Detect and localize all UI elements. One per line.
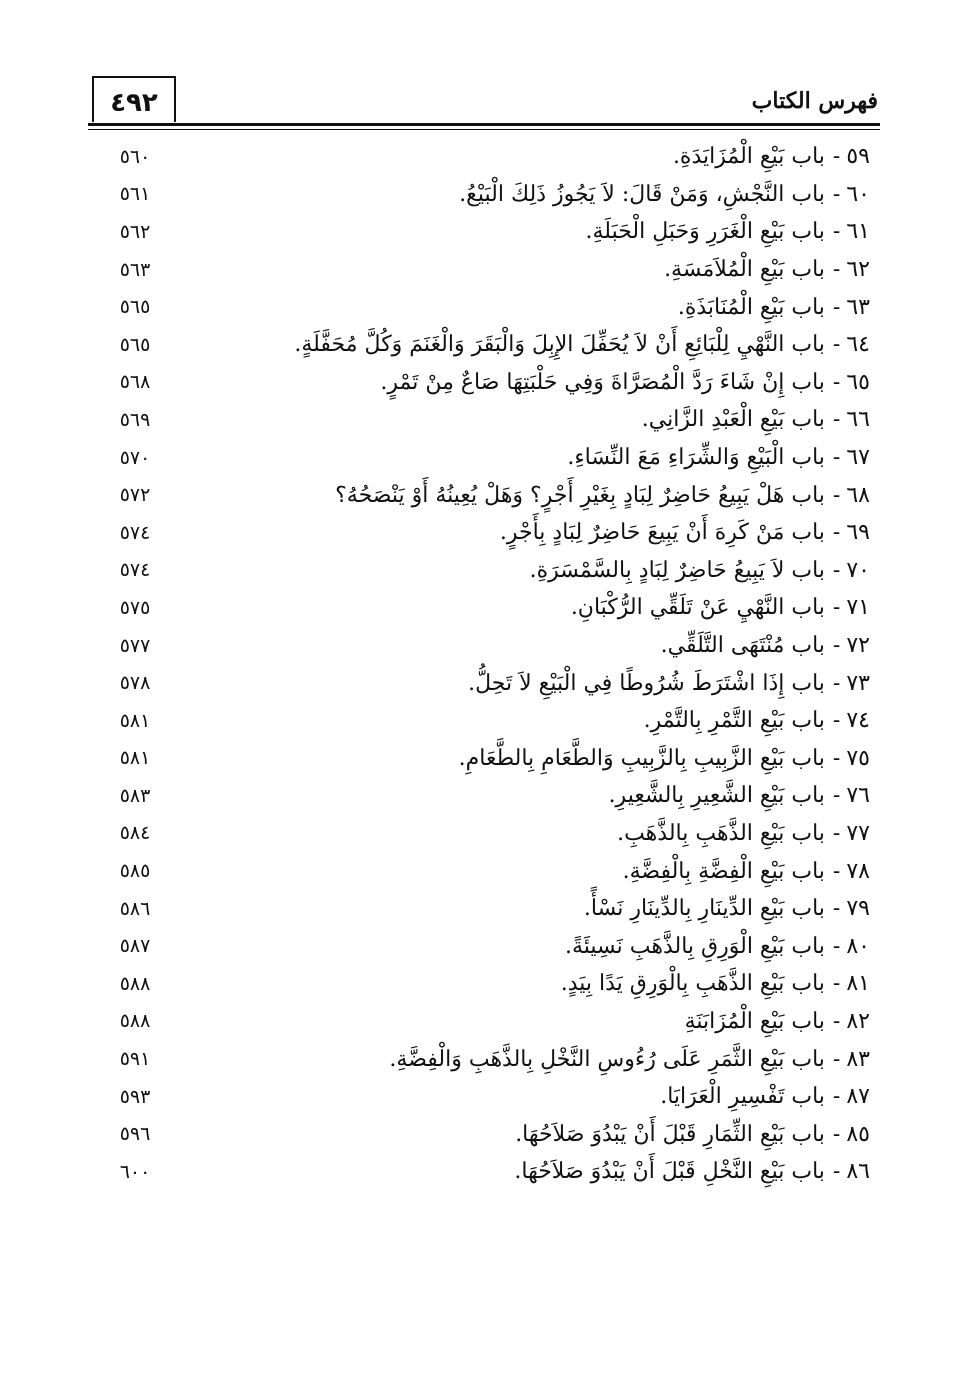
header-rule-thin	[88, 129, 880, 130]
entry-dash: -	[832, 783, 841, 809]
entry-title: باب النَّهْيِ عَنْ تَلَقِّي الرُّكْبَانِ.	[570, 595, 825, 621]
index-entry	[294, 332, 876, 357]
index-entry	[335, 483, 876, 508]
entry-dash: -	[832, 482, 841, 508]
entry-title: باب الْبَيْعِ وَالشِّرَاءِ مَعَ النِّسَاءِ.	[567, 445, 825, 471]
entry-dash: -	[832, 670, 841, 696]
entry-title: باب بَيْعِ الْمُزَايَدَةِ.	[672, 144, 825, 170]
index-row	[100, 589, 876, 627]
entry-title: باب مَنْ كَرِهَ أَنْ يَبِيعَ حَاضِرٌ لِبَادٍ بِأَجْرٍ.	[499, 520, 825, 546]
index-row	[100, 852, 876, 890]
entry-number: ٧٤	[846, 708, 870, 734]
entry-dash: -	[832, 1121, 841, 1147]
entry-dash: -	[832, 520, 841, 546]
entry-dash: -	[832, 858, 841, 884]
entry-dash: -	[832, 896, 841, 922]
index-entry	[642, 407, 876, 432]
entry-page-number: ٥٨٧	[119, 935, 151, 958]
index-row	[100, 1003, 876, 1041]
index-entry	[617, 821, 876, 846]
index-entry	[609, 783, 876, 808]
index-row	[100, 326, 876, 364]
entry-number: ٦١	[846, 219, 870, 245]
entry-title: باب بَيْعِ الدِّينَارِ بِالدِّينَارِ نَسْأً.	[583, 896, 825, 922]
entry-number: ٨٢	[846, 1008, 870, 1034]
entry-title: باب بَيْعِ الْمُلاَمَسَةِ.	[664, 257, 825, 283]
index-entry	[660, 1084, 876, 1109]
entry-page-number: ٥٨٥	[119, 860, 151, 883]
index-row	[100, 664, 876, 702]
entry-dash: -	[832, 557, 841, 583]
entry-number: ٥٩	[846, 144, 870, 170]
entry-number: ٨٧	[846, 1084, 870, 1110]
index-row	[100, 514, 876, 552]
running-title: فهرس الكتاب	[751, 88, 878, 114]
entry-number: ٦٩	[846, 520, 870, 546]
index-entry	[514, 1159, 876, 1184]
entry-number: ٧٠	[846, 557, 870, 583]
entry-dash: -	[832, 1008, 841, 1034]
index-entry	[644, 708, 876, 733]
entry-title: باب بَيْعِ الثَّمَرِ عَلَى رُءُوسِ النَّخْلِ بِالذَّهَبِ وَالْفِضَّةِ.	[389, 1046, 825, 1072]
entry-dash: -	[832, 257, 841, 283]
index-row	[100, 1040, 876, 1078]
index-entry	[515, 1122, 876, 1147]
index-entry	[561, 971, 876, 996]
index-row	[100, 1153, 876, 1191]
index-entry	[459, 746, 876, 771]
entry-dash: -	[832, 820, 841, 846]
index-row	[100, 552, 876, 590]
entry-page-number: ٥٧٥	[119, 596, 151, 619]
entry-number: ٧٨	[846, 858, 870, 884]
index-entry	[500, 520, 876, 545]
entry-page-number: ٥٦٣	[119, 258, 151, 281]
entry-title: باب هَلْ يَبِيعُ حَاضِرٌ لِبَادٍ بِغَيْرِ أَجْرٍ؟ وَهَلْ يُعِينُهُ أَوْ يَنْصَحُهُ؟	[335, 482, 825, 508]
entry-dash: -	[832, 144, 841, 170]
page-number-box	[92, 76, 176, 122]
index-row	[100, 476, 876, 514]
entry-title: باب بَيْعِ الذَّهَبِ بِالذَّهَبِ.	[617, 820, 825, 846]
entry-page-number: ٥٨١	[119, 709, 151, 732]
entry-page-number: ٥٦٨	[119, 371, 151, 394]
index-row	[100, 890, 876, 928]
entry-title: باب بَيْعِ الْمُزَابَنَةِ	[684, 1008, 825, 1034]
index-entry	[678, 295, 876, 320]
index-entry	[380, 370, 876, 395]
page-header	[88, 74, 880, 124]
entry-page-number: ٥٧٨	[119, 672, 151, 695]
entry-page-number: ٥٧٠	[119, 446, 151, 469]
index-entry	[459, 182, 876, 207]
entry-number: ٨٦	[846, 1159, 870, 1185]
index-entry	[468, 671, 876, 696]
entry-number: ٧٧	[846, 820, 870, 846]
entry-page-number: ٥٨٨	[119, 972, 151, 995]
index-entry	[623, 859, 876, 884]
index-row	[100, 251, 876, 289]
index-entry	[571, 595, 876, 620]
entry-page-number: ٥٩٣	[119, 1085, 151, 1108]
index-row	[100, 702, 876, 740]
entry-dash: -	[832, 745, 841, 771]
entry-dash: -	[832, 933, 841, 959]
entry-number: ٦٢	[846, 257, 870, 283]
entry-title: باب النَّهْيِ لِلْبَائِعِ أَنْ لاَ يُحَفِّلَ الإِبِلَ وَالْبَقَرَ وَالْغَنَمَ وَكُلَّ مُحَفَّلَةٍ.	[294, 332, 825, 358]
entry-number: ٦٣	[846, 294, 870, 320]
entry-page-number: ٥٩٦	[119, 1123, 151, 1146]
entry-dash: -	[832, 445, 841, 471]
index-entry	[664, 257, 876, 282]
entry-dash: -	[832, 708, 841, 734]
entry-title: باب بَيْعِ الْغَرَرِ وَحَبَلِ الْحَبَلَةِ.	[585, 219, 825, 245]
index-entry	[685, 1009, 876, 1034]
entry-title: باب بَيْعِ الْفِضَّةِ بِالْفِضَّةِ.	[622, 858, 825, 884]
entry-number: ٧٣	[846, 670, 870, 696]
entry-title: باب بَيْعِ الْعَبْدِ الزَّانِي.	[641, 407, 825, 433]
entry-dash: -	[832, 369, 841, 395]
entry-dash: -	[832, 1046, 841, 1072]
entry-title: باب بَيْعِ التَّمْرِ بِالتَّمْرِ.	[643, 708, 825, 734]
entry-page-number: ٥٦٠	[119, 145, 151, 168]
entry-title: باب لاَ يَبِيعُ حَاضِرٌ لِبَادٍ بِالسَّمْسَرَةِ.	[529, 557, 825, 583]
entry-page-number: ٥٨٤	[119, 822, 151, 845]
index-row	[100, 740, 876, 778]
entry-page-number: ٥٧٧	[119, 634, 151, 657]
entry-title: باب النَّجْشِ، وَمَنْ قَالَ: لاَ يَجُوزُ ذَلِكَ الْبَيْعُ.	[459, 181, 825, 207]
entry-number: ٨٥	[846, 1121, 870, 1147]
entry-number: ٧٩	[846, 896, 870, 922]
index-row	[100, 439, 876, 477]
entry-number: ٦٤	[846, 332, 870, 358]
index-entry	[567, 445, 876, 470]
entry-title: باب إِذَا اشْتَرَطَ شُرُوطًا فِي الْبَيْعِ لاَ تَحِلُّ.	[468, 670, 825, 696]
entry-dash: -	[832, 633, 841, 659]
index-entry	[530, 558, 876, 583]
index-entry	[673, 144, 876, 169]
entry-title: باب تَفْسِيرِ الْعَرَايَا.	[660, 1084, 825, 1110]
entry-number: ٦٥	[846, 369, 870, 395]
entry-title: باب بَيْعِ الثِّمَارِ قَبْلَ أَنْ يَبْدُوَ صَلاَحُهَا.	[515, 1121, 825, 1147]
entry-page-number: ٥٦١	[119, 183, 151, 206]
entry-page-number: ٦٠٠	[119, 1160, 151, 1183]
index-row	[100, 1078, 876, 1116]
index-entry	[661, 633, 876, 658]
entry-page-number: ٥٧٤	[119, 559, 151, 582]
index-row	[100, 138, 876, 176]
index-row	[100, 1115, 876, 1153]
entry-title: باب بَيْعِ الذَّهَبِ بِالْوَرِقِ يَدًا بِيَدٍ.	[560, 971, 825, 997]
entry-number: ٦٦	[846, 407, 870, 433]
index-row	[100, 213, 876, 251]
entry-dash: -	[832, 332, 841, 358]
entry-page-number: ٥٦٥	[119, 333, 151, 356]
index-row	[100, 401, 876, 439]
entry-number: ٦٨	[846, 482, 870, 508]
entry-dash: -	[832, 1159, 841, 1185]
entry-title: باب إِنْ شَاءَ رَدَّ الْمُصَرَّاةَ وَفِي حَلْبَتِهَا صَاعٌ مِنْ تَمْرٍ.	[380, 369, 825, 395]
index-entry	[584, 896, 876, 921]
entry-page-number: ٥٨٨	[119, 1010, 151, 1033]
header-rule-thick	[88, 123, 880, 126]
entry-page-number: ٥٧٢	[119, 484, 151, 507]
index-entry	[565, 934, 876, 959]
index-row	[100, 815, 876, 853]
entry-dash: -	[832, 181, 841, 207]
index-entry	[389, 1047, 876, 1072]
index-row	[100, 777, 876, 815]
entry-number: ٦٧	[846, 445, 870, 471]
entry-title: باب بَيْعِ الزَّبِيبِ بِالزَّبِيبِ وَالطَّعَامِ بِالطَّعَامِ.	[458, 745, 825, 771]
entry-title: باب مُنْتَهَى التَّلَقِّي.	[660, 633, 825, 659]
entry-title: باب بَيْعِ الْمُنَابَذَةِ.	[677, 294, 825, 320]
entry-page-number: ٥٩١	[119, 1048, 151, 1071]
entry-page-number: ٥٦٢	[119, 220, 151, 243]
page-number: ٤٩٢	[110, 88, 158, 118]
entry-number: ٧١	[846, 595, 870, 621]
entry-page-number: ٥٦٩	[119, 408, 151, 431]
entry-page-number: ٥٨٣	[119, 784, 151, 807]
entry-dash: -	[832, 595, 841, 621]
index-list	[100, 138, 876, 1191]
entry-page-number: ٥٨٦	[119, 897, 151, 920]
index-row	[100, 927, 876, 965]
index-row	[100, 364, 876, 402]
index-row	[100, 176, 876, 214]
entry-number: ٨١	[846, 971, 870, 997]
entry-number: ٦٠	[846, 181, 870, 207]
entry-page-number: ٥٨١	[119, 747, 151, 770]
entry-page-number: ٥٧٤	[119, 521, 151, 544]
entry-number: ٨٣	[846, 1046, 870, 1072]
index-row	[100, 627, 876, 665]
entry-title: باب بَيْعِ الْوَرِقِ بِالذَّهَبِ نَسِيئَةً.	[564, 933, 825, 959]
entry-title: باب بَيْعِ النَّخْلِ قَبْلَ أَنْ يَبْدُوَ صَلاَحُهَا.	[514, 1159, 825, 1185]
entry-number: ٧٢	[846, 633, 870, 659]
entry-dash: -	[832, 294, 841, 320]
entry-number: ٧٦	[846, 783, 870, 809]
entry-title: باب بَيْعِ الشَّعِيرِ بِالشَّعِيرِ.	[608, 783, 825, 809]
entry-dash: -	[832, 1084, 841, 1110]
index-entry	[586, 219, 877, 244]
entry-dash: -	[832, 971, 841, 997]
index-row	[100, 288, 876, 326]
index-row	[100, 965, 876, 1003]
entry-number: ٨٠	[846, 933, 870, 959]
entry-page-number: ٥٦٥	[119, 296, 151, 319]
entry-number: ٧٥	[846, 745, 870, 771]
entry-dash: -	[832, 407, 841, 433]
entry-dash: -	[832, 219, 841, 245]
